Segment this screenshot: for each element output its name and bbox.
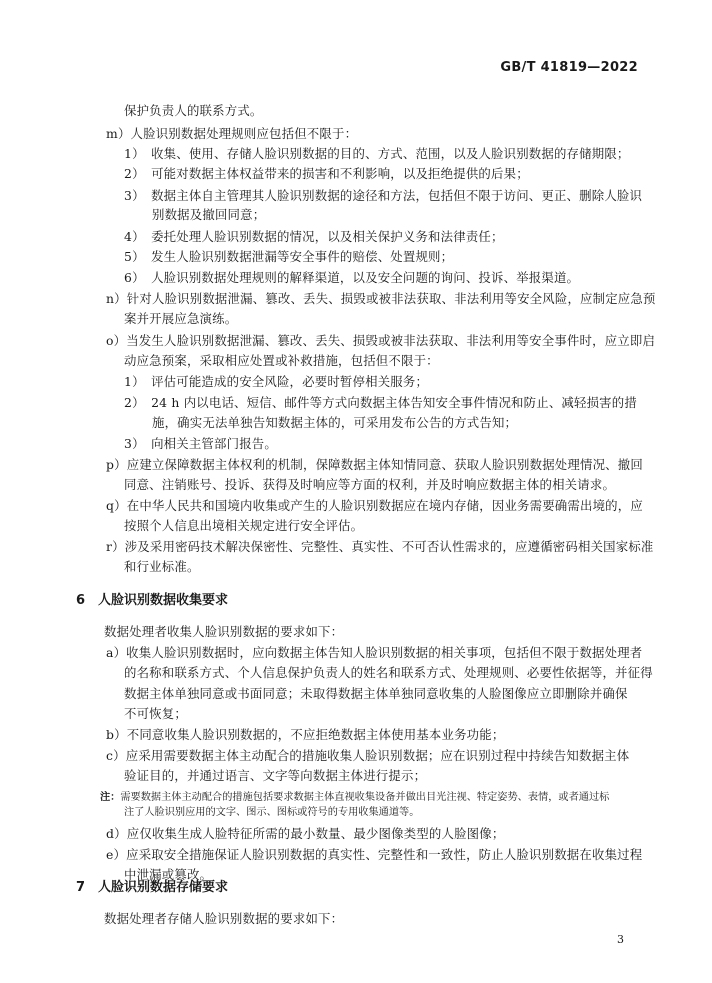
s6-item-b: b）不同意收集人脸识别数据的，不应拒绝数据主体使用基本业务功能；	[106, 727, 505, 742]
sub-item-1: 1） 收集、使用、存储人脸识别数据的目的、方式、范围，以及人脸识别数据的存储期限；	[124, 146, 630, 161]
list-item-q-cont: 按照个人信息出境相关规定进行安全评估。	[124, 518, 364, 533]
s6-item-e-cont: 中泄漏或篡改。	[124, 867, 213, 882]
s6-note-cont: 注了人脸识别应用的文字、图示、图标或符号的专用收集通道等。	[124, 807, 420, 818]
o-sub-item-2: 2） 24 h 内以电话、短信、邮件等方式向数据主体告知安全事件情况和防止、减轻损害的措	[124, 395, 637, 410]
page-number: 3	[617, 933, 624, 946]
sub-item-3: 3） 数据主体自主管理其人脸识别数据的途径和方法，包括但不限于访问、更正、删除人脸识	[124, 188, 643, 203]
list-item-r-cont: 和行业标准。	[124, 559, 200, 574]
s6-item-a: a）收集人脸识别数据时，应向数据主体告知人脸识别数据的相关事项，包括但不限于数据处理者	[106, 645, 643, 660]
s6-item-c-cont: 验证目的，并通过语言、文字等向数据主体进行提示；	[124, 768, 427, 783]
sub-item-2: 2） 可能对数据主体权益带来的损害和不利影响，以及拒绝提供的后果；	[124, 166, 529, 181]
sub-item-3-cont: 别数据及撤回同意；	[152, 207, 266, 222]
o-sub-item-1: 1） 评估可能造成的安全风险，必要时暂停相关服务；	[124, 374, 429, 389]
section-7-heading: 7 人脸识别数据存储要求	[76, 880, 229, 895]
list-item-n-cont: 案并开展应急演练。	[124, 311, 238, 326]
sub-item-4: 4） 委托处理人脸识别数据的情况，以及相关保护义务和法律责任；	[124, 229, 504, 244]
text-line: 保护负责人的联系方式。	[124, 103, 263, 118]
sub-item-6: 6） 人脸识别数据处理规则的解释渠道，以及安全问题的询问、投诉、举报渠道。	[124, 270, 580, 285]
list-item-r: r）涉及采用密码技术解决保密性、完整性、真实性、不可否认性需求的，应遵循密码相关国家标准	[106, 539, 654, 554]
list-item-m: m）人脸识别数据处理规则应包括但不限于：	[106, 126, 358, 141]
section-6-heading: 6 人脸识别数据收集要求	[76, 593, 229, 608]
s6-item-e: e）应采取安全措施保证人脸识别数据的真实性、完整性和一致性，防止人脸识别数据在收集过程	[106, 847, 643, 862]
s6-item-d: d）应仅收集生成人脸特征所需的最小数量、最少图像类型的人脸图像；	[106, 826, 505, 841]
section-7-intro: 数据处理者存储人脸识别数据的要求如下：	[104, 911, 344, 926]
o-sub-item-2-cont: 施，确实无法单独告知数据主体的，可采用发布公告的方式告知；	[152, 415, 518, 430]
sub-item-5: 5） 发生人脸识别数据泄漏等安全事件的赔偿、处置规则；	[124, 249, 454, 264]
note-label: 注：	[100, 791, 121, 803]
list-item-p-cont: 同意、注销账号、投诉、获得及时响应等方面的权利，并及时响应数据主体的相关请求。	[124, 477, 616, 492]
s6-note	[100, 790, 609, 805]
o-sub-item-3: 3） 向相关主管部门报告。	[124, 436, 277, 451]
list-item-o: o）当发生人脸识别数据泄漏、篡改、丢失、损毁或被非法获取、非法利用等安全事件时，应立即启	[106, 333, 656, 348]
s6-item-c: c）应采用需要数据主体主动配合的措施收集人脸识别数据；应在识别过程中持续告知数据主体	[106, 748, 630, 763]
list-item-n: n）针对人脸识别数据泄漏、篡改、丢失、损毁或被非法获取、非法利用等安全风险，应制定应急预	[106, 291, 656, 306]
s6-item-a-cont2: 数据主体单独同意或书面同意；未取得数据主体单独同意收集的人脸图像应立即删除并确保	[124, 686, 628, 701]
list-item-q: q）在中华人民共和国境内收集或产生的人脸识别数据应在境内存储，因业务需要确需出境的，应	[106, 498, 643, 513]
section-6-intro: 数据处理者收集人脸识别数据的要求如下：	[104, 624, 344, 639]
note-text: 需要数据主体主动配合的措施包括要求数据主体直视收集设备并做出目光注视、特定姿势、表情，或者通过标	[120, 792, 610, 803]
list-item-o-cont: 动应急预案，采取相应处置或补救措施，包括但不限于：	[124, 353, 439, 368]
standard-code: GB/T 41819—2022	[500, 60, 638, 75]
list-item-p: p）应建立保障数据主体权利的机制，保障数据主体知情同意、获取人脸识别数据处理情况、撤回	[106, 457, 643, 472]
s6-item-a-cont1: 的名称和联系方式、个人信息保护负责人的姓名和联系方式、处理规则、必要性依据等，并征得	[124, 665, 653, 680]
s6-item-a-cont3: 不可恢复；	[124, 706, 187, 721]
